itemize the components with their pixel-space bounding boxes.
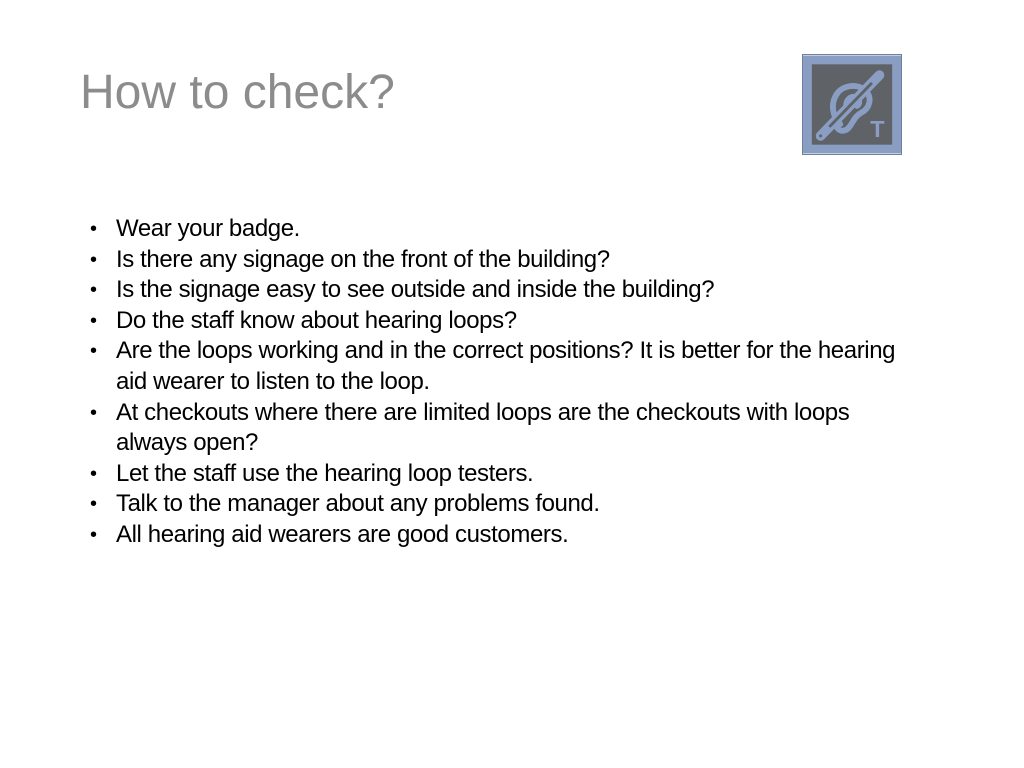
bullet-dot: • xyxy=(90,493,97,516)
bullet-item xyxy=(90,214,920,245)
bullet-text: At checkouts where there are limited loops are the checkouts with loops always open? xyxy=(116,398,850,457)
bullet-dot: • xyxy=(90,309,97,332)
bullet-text: Is the signage easy to see outside and inside the building? xyxy=(116,276,715,304)
bullet-item xyxy=(90,459,920,490)
hearing-loop-logo xyxy=(802,54,902,155)
bullet-text: All hearing aid wearers are good customers. xyxy=(116,520,569,548)
bullet-dot: • xyxy=(90,248,97,271)
bullet-item xyxy=(90,245,920,276)
bullet-text: Talk to the manager about any problems found. xyxy=(116,490,600,518)
bullet-dot: • xyxy=(90,462,97,485)
bullet-dot: • xyxy=(90,523,97,546)
bullet-text: Is there any signage on the front of the building? xyxy=(116,245,610,273)
bullet-item xyxy=(90,489,920,520)
bullet-text: Let the staff use the hearing loop testers. xyxy=(116,459,534,487)
bullet-item xyxy=(90,275,920,306)
bullet-text: Do the staff know about hearing loops? xyxy=(116,306,517,334)
slide-title: How to check? xyxy=(80,66,395,119)
bullet-dot: • xyxy=(90,279,97,302)
bullet-list xyxy=(90,214,920,551)
hearing-loop-t-switch-icon xyxy=(803,55,901,154)
bullet-text: Are the loops working and in the correct positions? It is better for the hearing aid wearer to listen to the loop. xyxy=(116,337,896,395)
bullet-item xyxy=(90,520,920,551)
bullet-dot: • xyxy=(90,218,97,240)
logo-t-letter: T xyxy=(870,115,885,142)
bullet-dot: • xyxy=(90,340,97,363)
bullet-dot: • xyxy=(90,401,97,424)
bullet-item xyxy=(90,398,920,459)
bullet-item xyxy=(90,336,920,397)
bullet-text: Wear your badge. xyxy=(116,215,300,242)
bullet-item xyxy=(90,306,920,337)
